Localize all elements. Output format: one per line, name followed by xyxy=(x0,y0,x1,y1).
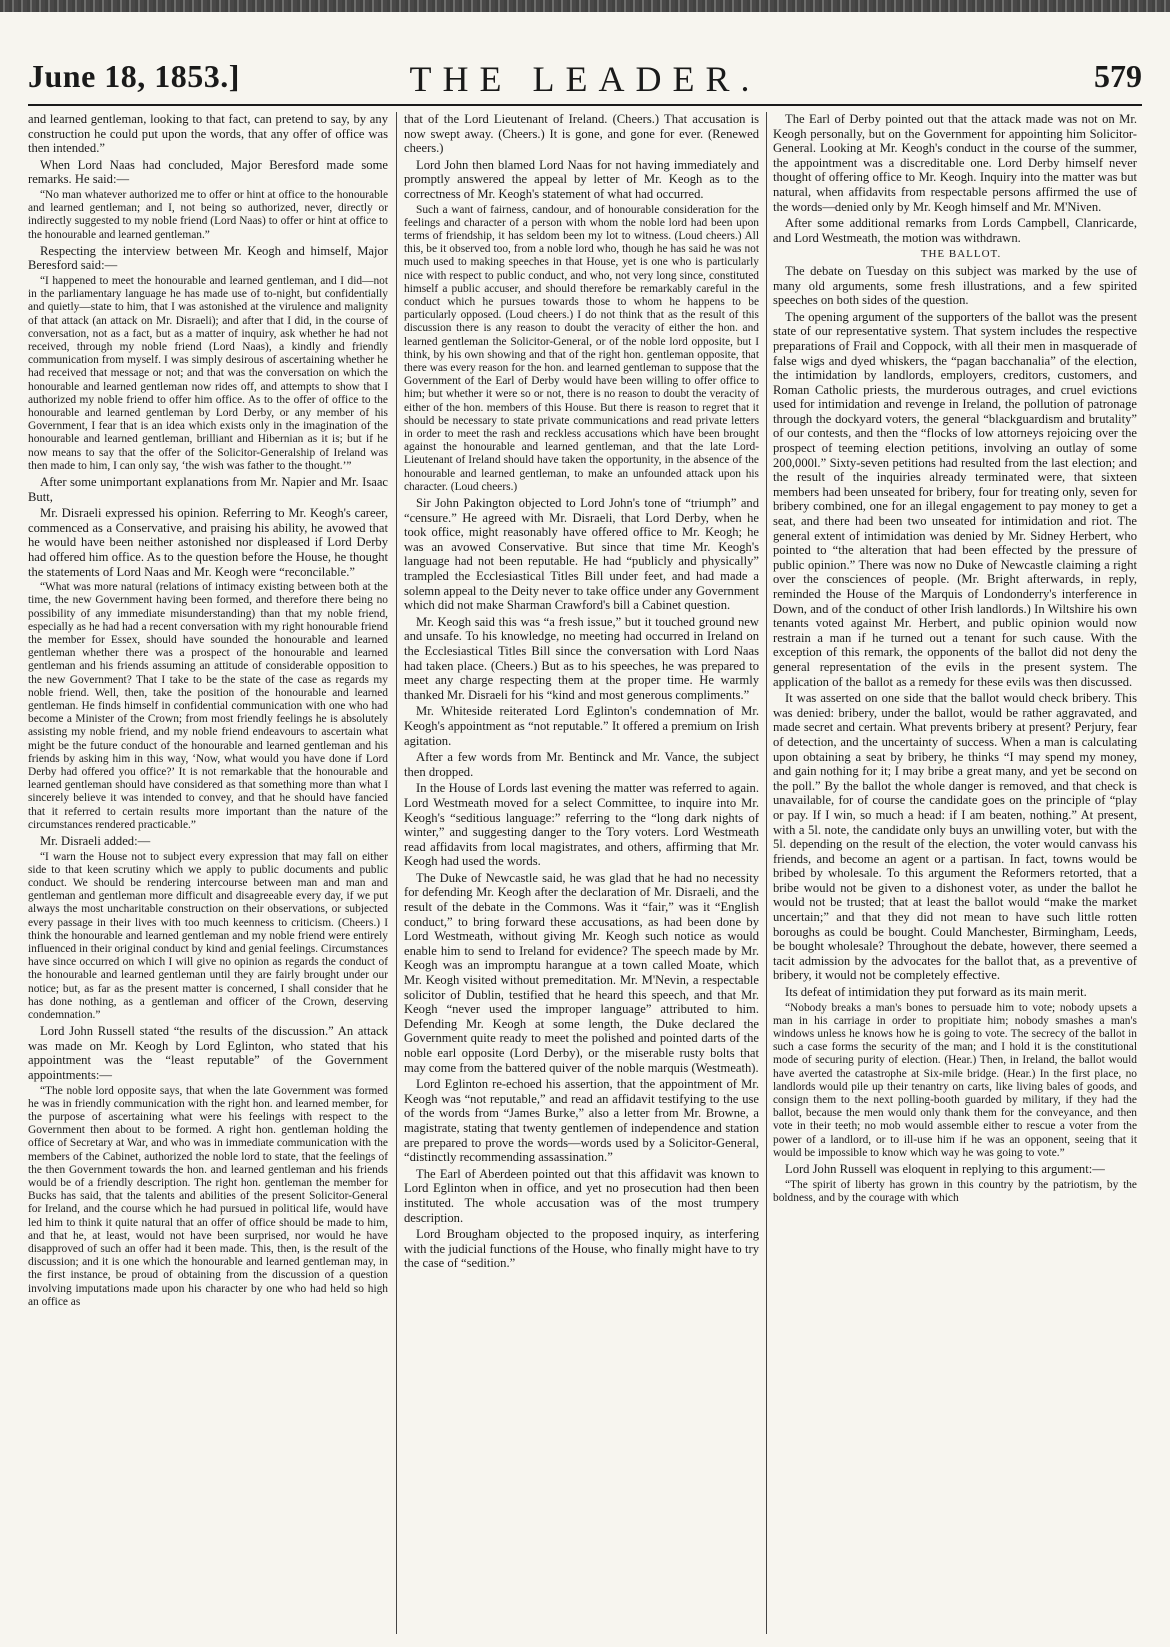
paragraph: After some additional remarks from Lords Campbell, Clanricarde, and Lord Westmeath, the motion was withdrawn. xyxy=(773,216,1137,245)
paragraph: and learned gentleman, looking to that fact, can pretend to say, by any construction he could put upon the words, that any offer of office was then intended.” xyxy=(28,112,388,156)
paragraph: Lord John Russell was eloquent in replying to this argument:— xyxy=(785,1162,1105,1177)
paragraph: Mr. Disraeli added:— xyxy=(40,834,151,849)
quoted-paragraph: “The spirit of liberty has grown in this country by the patriotism, by the boldness, and by the courage with which xyxy=(773,1178,1137,1204)
paragraph: After some unimportant explanations from Mr. Napier and Mr. Isaac Butt, xyxy=(28,475,388,504)
paragraph: Mr. Whiteside reiterated Lord Eglinton's condemnation of Mr. Keogh's appointment as “not reputable.” It offered a premium on Irish agitation. xyxy=(404,704,759,748)
quoted-paragraph: “I happened to meet the honourable and learned gentleman, and I did—not in the parliamentary language he has made use of to-night, but confidentially and quietly—state to him, that I was astonished at the virulence and malignity of that attack (an attack on Mr. Disraeli); and after that I did, in the course of conversation, not as a fact, but as a matter of inquiry, ask whether he had not received, through my noble friend (Lord Naas), a kindly and friendly communication from myself. I was simply desirous of ascertaining whether he had received that message or not; and that was the conversation on which the honourable and learned gentleman now rides off, and attempts to show that I authorized my noble friend to offer him office. As to the offer of office to the honourable and learned gentleman by Lord Derby, or any member of his Government, I fear that is an idea which exists only in the imagination of the honourable and learned gentleman, brilliant and Hibernian as it is; but if he now means to say that the offer of the Solicitor-Generalship of Ireland was then made to him, I can only say, ‘the wish was father to the thought.’” xyxy=(28,274,388,472)
quoted-paragraph: “Nobody breaks a man's bones to persuade him to vote; nobody upsets a man in his carriage in order to propitiate him; nobody smashes a man's windows unless he knows how he is going to vote. The secrecy of the ballot in such a case forms the security of the man; and I hold it is the constitutional mode of securing purity of election. (Hear.) Then, in Ireland, the ballot would have averted the catastrophe at Six-mile bridge. (Hear.) In the first place, no landlords would pile up their tenantry on carts, like living bales of goods, and consign them to the next polling-booth guarded by military, if they had the ballot, because the men would only thank them for the conveyance, and then vote in their teeth; no mob would assemble either to rescue a voter from the power of a landlord, or to ill-use him if he was an opponent, seeing that it would be impossible to know which way he was going to vote.” xyxy=(773,1001,1137,1159)
paragraph: Lord Brougham objected to the proposed inquiry, as interfering with the judicial functions of the House, who finally might have to try the case of “sedition.” xyxy=(404,1227,759,1271)
paragraph: In the House of Lords last evening the matter was referred to again. Lord Westmeath moved for a select Committee, to inquire into Mr. Keogh's “seditious language:” referring to the “long dark nights of winter,” and suggesting danger to the Tory voters. Lord Westmeath read affidavits from local magistrates, and others, affirming that Mr. Keogh had used the words. xyxy=(404,781,759,869)
paragraph: Lord John Russell stated “the results of the discussion.” An attack was made on Mr. Keogh by Lord Eglinton, who stated that his appointment was the “least reputable” of the Government appointments:— xyxy=(28,1024,388,1083)
paragraph: The Earl of Derby pointed out that the attack made was not on Mr. Keogh personally, but on the Government for appointing him Solicitor-General. Looking at Mr. Keogh's conduct in the course of the summer, the appointment was a discreditable one. Lord Derby himself never thought of offering office to Mr. Keogh. Inquiry into the matter was but natural, when affidavits from respectable persons affirmed the use of the words—denied only by Mr. Keogh himself and Mr. M'Niven. xyxy=(773,112,1137,214)
scan-top-edge xyxy=(0,0,1170,12)
paragraph: Mr. Keogh said this was “a fresh issue,” but it touched ground new and unsafe. To his knowledge, no meeting had occurred in Ireland on the Ecclesiastical Titles Bill since the conversation with Lord Naas had taken place. (Cheers.) But as to his speeches, he was prepared to meet any charge respecting them at the proper time. He warmly thanked Mr. Disraeli for his “kind and most generous compliments.” xyxy=(404,614,759,702)
paragraph: The Earl of Aberdeen pointed out that this affidavit was known to Lord Eglinton when in office, and yet no prosecution had then been instituted. The whole accusation was of the most trumpery description. xyxy=(404,1166,759,1225)
paragraph: After a few words from Mr. Bentinck and Mr. Vance, the subject then dropped. xyxy=(404,750,759,779)
column-1 xyxy=(28,112,388,1634)
paragraph: The opening argument of the supporters of the ballot was the present state of our representative system. That system includes the respective preparations of Frail and Coppock, with all their men in masquerade of false wigs and dyed whiskers, the “pagan bacchanalia” of the election, the intimidation by landlords, employers, creditors, customers, and Roman Catholic priests, the murderous outrages, and cruel evictions used for intimidation and revenge in Ireland, the pollution of patronage through the dockyard voters, the general “blackguardism and brutality” of our contests, and then the “flocks of low attorneys rejoicing over the prospect of teeming election petitions, involving an outlay of some 200,000l.” Sixty-seven petitions had resulted from the last election; and the result of the inquiries already terminated were, that sixteen members had been unseated for bribery, four for treating only, seven for bribery combined, one for an illegal engagement to pay money to get a seat, and there had been two unseated for intimidation and riot. The general extent of intimidation was denied by Mr. Sidney Herbert, who pointed to “the alteration that had been effected by the pressure of public opinion.” There was now no Duke of Newcastle claiming a right over the consciences of people. (Mr. Bright afterwards, in reply, reminded the House of the Marquis of Londonderry's interference in Down, and of the conduct of other Irish landlords.) In Wiltshire his own tenants voted against Mr. Herbert, and public opinion would now restrain a man if he turned out a tenant for such cause. With the exception of this remark, the opponents of the ballot did not deny the general representation of the evils in the present system. The application of the ballot as a remedy for these evils was then discussed. xyxy=(773,309,1137,689)
paragraph: Respecting the interview between Mr. Keogh and himself, Major Beresford said:— xyxy=(28,243,388,273)
quoted-paragraph: Such a want of fairness, candour, and of honourable consideration for the feelings and character of a person with whom the noble lord had been upon terms of friendship, it has seldom been my lot to witness. (Loud cheers.) All this, be it observed too, from a noble lord who, though he has said he was not much used to making speeches in that House, yet is one who is particularly nice with respect to public conduct, and who, not very long since, constituted himself a public accuser, and should therefore be remarkably careful in the conduct which he pursues towards those to whom he happens to be particularly opposed. (Loud cheers.) I do not think that as the result of this discussion there is any reason to doubt the veracity of either the hon. and learned gentleman the Solicitor-General, or of the noble lord opposite, but I think, by his own showing and that of the right hon. gentleman opposite, that there was every reason for the hon. and learned gentleman to suppose that the Government of the Earl of Derby would have been willing to offer office to him; but whether it were so or not, there is no reason to doubt the veracity of either of the hon. members of this House. But there is reason to regret that it should be necessary to state private communications and read private letters in order to meet the rash and reckless accusations which have been brought against the honourable and learned gentleman, and that the late Lord-Lieutenant of Ireland should have taken the opportunity, in the absence of the honourable and learned gentleman, to make an unfounded attack upon his character. (Loud cheers.) xyxy=(404,203,759,493)
issue-date: June 18, 1853.] xyxy=(28,58,240,94)
paragraph: When Lord Naas had concluded, Major Beresford made some remarks. He said:— xyxy=(28,157,388,187)
column-3 xyxy=(773,112,1137,1634)
column-rule xyxy=(396,112,397,1634)
paragraph: Lord John then blamed Lord Naas for not having immediately and promptly answered the appeal by letter of Mr. Keogh as to the correctness of Mr. Keogh's statement of what had occurred. xyxy=(404,157,759,201)
paragraph: Lord Eglinton re-echoed his assertion, that the appointment of Mr. Keogh was “not reputable,” and read an affidavit testifying to the use of the words from “James Burke,” also a letter from Mr. Browne, a magistrate, stating that twenty gentlemen of independence and station are prepared to prove the words—words used by a Solicitor-General, “distinctly recommending assassination.” xyxy=(404,1077,759,1165)
column-rule xyxy=(766,112,767,1634)
paragraph: The Duke of Newcastle said, he was glad that he had no necessity for defending Mr. Keogh after the declaration of Mr. Disraeli, and the result of the debate in the Commons. Was it “fair,” was it “English conduct,” to bring forward these accusations, as had been done by Lord Westmeath, without giving Mr. Keogh such notice as would enable him to send to Ireland for evidence? The speech made by Mr. Keogh was an impromptu harangue at a town called Moate, which Mr. Keogh visited without premeditation. Mr. M'Nevin, a respectable solicitor of Dublin, testified that he heard this speech, and that Mr. Keogh “never used the improper language” attributed to him. Defending Mr. Keogh at some length, the Duke declared the Government quite ready to meet the polished and pointed darts of the noble earl opposite (Lord Derby), or the miserable rusty bolts that may come from the battered quiver of the noble marquis (Westmeath). xyxy=(404,870,759,1075)
section-heading: THE BALLOT. xyxy=(920,248,1002,261)
paragraph: that of the Lord Lieutenant of Ireland. (Cheers.) That accusation is now swept away. (Cheers.) It is gone, and gone for ever. (Renewed cheers.) xyxy=(404,112,759,156)
quoted-paragraph: “No man whatever authorized me to offer or hint at office to the honourable and learned gentleman; and I, not being so authorized, never, directly or indirectly suggested to my noble friend (Lord Naas) to offer or hint at office to the honourable and learned gentleman.” xyxy=(28,188,388,241)
masthead-title: THE LEADER. xyxy=(409,59,761,99)
page-header xyxy=(28,58,1142,104)
paragraph: Its defeat of intimidation they put forward as its main merit. xyxy=(785,985,1087,1000)
quoted-paragraph: “I warn the House not to subject every expression that may fall on either side to that keen scrutiny which we apply to public documents and public conduct. We should be rendering intercourse between man and man and gentleman and gentleman more difficult and disagreeable every day, if we put always the most uncharitable construction on their observations, or subjected every passage in their lives with too much keenness to criticism. (Cheers.) I think the honourable and learned gentleman and my noble friend were entirely influenced in their original conduct by kind and genial feelings. Circumstances have since occurred on which I will give no opinion as regards the conduct of the honourable and learned gentleman until they are fairly brought under our notice; but, as far as the present matter is concerned, I shall consider that he has done nothing, as a gentleman and officer of the Crown, deserving condemnation.” xyxy=(28,850,388,1022)
column-2 xyxy=(404,112,759,1634)
paragraph: Sir John Pakington objected to Lord John's tone of “triumph” and “censure.” He agreed with Mr. Disraeli, that Lord Derby, when he took office, might reasonably have offered office to Mr. Keogh; he was an avowed Conservative. But since that time Mr. Keogh's language had not been reputable. He had “publicly and physically” trampled the Ecclesiastical Titles Bill under feet, and had made a solemn appeal to the Deity never to take office under any Government which did not make Sharman Crawford's bill a Cabinet question. xyxy=(404,496,759,613)
paragraph: The debate on Tuesday on this subject was marked by the use of many old arguments, some fresh illustrations, and a few spirited speeches on both sides of the question. xyxy=(773,263,1137,308)
paragraph: Mr. Disraeli expressed his opinion. Referring to Mr. Keogh's career, commenced as a Conservative, and praising his ability, he avowed that he would have been neither astonished nor displeased if Lord Derby had offered him office. As to the question before the House, he thought the statements of Lord Naas and Mr. Keogh were “reconcilable.” xyxy=(28,506,388,579)
paragraph: It was asserted on one side that the ballot would check bribery. This was denied: bribery, under the ballot, would be rather aggravated, and made secret and certain. What prevents bribery at present? Perjury, fear of detection, and the uncertainty of success. When a man is calculating upon obtaining a seat by bribery, he thinks “I may spend my money, and gain nothing for it; I may bribe a great many, and yet be second on the poll.” By the ballot the whole danger is removed, and that check is unavailable, for of course the candidate goes on the principle of “play or pay. If I win, so much a head: if I am beaten, nothing.” At present, with a 5l. note, the candidate only buys an unwilling voter, but with the 5l. depending on the result of the election, the voter would canvass his friends, and become an agent or a partisan. In fact, towns would be bribed by wholesale. To this argument the Reformers retorted, that a bribe would not be given to a dishonest voter, as under the ballot he would not be trusted; that at least the ballot would “make the market uncertain;” and that they did not mean to have such little rotten boroughs as could be bought. Could Manchester, Birmingham, Leeds, be bought wholesale? Throughout the debate, however, there seemed a tacit admission by the advocates for the ballot that, as a preventive of bribery, it would not be completely effective. xyxy=(773,691,1137,983)
quoted-paragraph: “What was more natural (relations of intimacy existing between both at the time, the new Government having been formed, and therefore there being no possibility of any immediate misunderstanding) than that my noble friend, especially as he had had a recent conversation with my right honourable friend the member for Essex, should have sounded the honourable and learned gentleman whether there was a prospect of the honourable and learned gentleman and his friends assuming an attitude of considerable opposition to the new Government? That I take to be the state of the case as regards my noble friend. Well, then, take the position of the honourable and learned gentleman. He finds himself in confidential communication with one who had become a Minister of the Crown; from most friendly feelings he is absolutely assisting my noble friend, and my noble friend endeavours to ascertain what might be the future conduct of the honourable and learned gentleman and his friends by asking him in this way, ‘Now, what would you have done if Lord Derby had offered you office?’ It is not remarkable that the honourable and learned gentleman should have considered as that something more than what I sincerely believe it was intended to convey, and that he should have fancied that it referred to certain results more important than the nature of the circumstances rendered practicable.” xyxy=(28,581,388,831)
quoted-paragraph: “The noble lord opposite says, that when the late Government was formed he was in friendly communication with the right hon. and learned member, for the purpose of ascertaining what were his feelings with respect to the Government then about to be formed. A right hon. gentleman holding the office of Secretary at War, and who was in immediate communication with the members of the Cabinet, authorized the noble lord to state, that the feelings of the then Government towards the hon. and learned gentleman and his friends would be of a friendly description. The right hon. gentleman the member for Bucks has said, that the talents and abilities of the present Solicitor-General for Ireland, and the course which he had pursued in political life, would have led him to think it quite natural that an offer of office should be made to him, and that he, at least, would not have been surprised, nor would he have disapproved of such an offer had it been made. This, then, is the result of the discussion; and it is one which the honourable and learned gentleman may, in the first instance, be proud of obtaining from the discussion of a question involving imputations made upon his character by one who had held so high an office as xyxy=(28,1084,388,1308)
header-rule xyxy=(28,104,1142,106)
page-number: 579 xyxy=(1094,58,1142,94)
